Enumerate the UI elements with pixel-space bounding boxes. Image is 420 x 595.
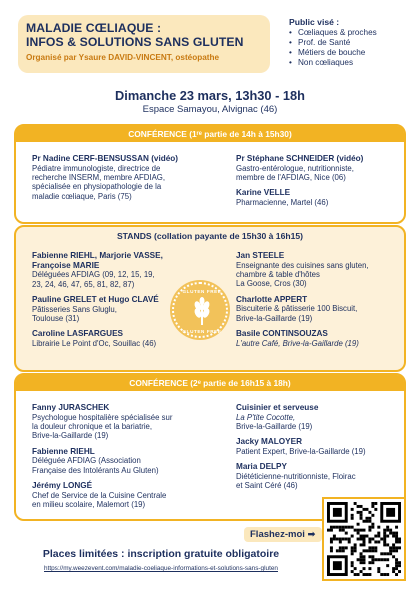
conference-2-heading: CONFÉRENCE (2ᵉ partie de 16h15 à 18h) <box>16 375 404 391</box>
speaker-name: Cuisinier et serveuse <box>236 403 319 412</box>
stand-entry <box>236 295 406 323</box>
speaker-entry <box>236 154 404 182</box>
audience-item: • Métiers de bouche <box>289 48 414 58</box>
audience-list <box>289 28 414 68</box>
stand-name: Pauline GRELET et Hugo CLAVÉ <box>32 295 159 304</box>
speaker-detail: Diététicienne-nutritionniste, Floirac <box>236 472 356 481</box>
speaker-detail: Gastro-entérologue, nutritionniste, <box>236 163 354 173</box>
speaker-entry <box>32 447 222 475</box>
speaker-detail: Psychologue hospitalière spécialisée sur <box>32 412 173 422</box>
speaker-detail: Chef de Service de la Cuisine Centrale <box>32 490 167 500</box>
stand-detail: Déléguées AFDIAG (09, 12, 15, 19, <box>32 270 155 280</box>
stands-heading: STANDS (collation payante de 15h30 à 16h15) <box>116 231 304 241</box>
speaker-detail: maladie cœliaque, Paris (75) <box>32 191 132 201</box>
conference-1-right-column <box>236 154 404 213</box>
stand-name: Jan STEELE <box>236 251 285 260</box>
speaker-entry <box>32 154 222 201</box>
speaker-name: Jérémy LONGÉ <box>32 481 93 491</box>
event-date: Dimanche 23 mars, 13h30 - 18h <box>115 88 305 103</box>
stand-name: Charlotte APPERT <box>236 294 308 304</box>
speaker-name: Pr Stéphane SCHNEIDER (vidéo) <box>236 154 364 163</box>
stand-detail: Brive-la-Gaillarde (19) <box>236 313 313 323</box>
stands-right-column <box>236 251 406 354</box>
stand-detail: Librairie Le Point d'Oc, Souillac (46) <box>32 339 157 348</box>
speaker-detail: Patient Expert, Brive-la-Gaillarde (19) <box>236 447 366 456</box>
organizer-text: Organisé par Ysaure DAVID-VINCENT, ostéopathe <box>26 53 220 62</box>
header-box <box>18 15 270 73</box>
audience-title: Public visé : <box>289 17 340 27</box>
speaker-entry <box>32 481 222 509</box>
flash-me-label: Flashez-moi ➡ <box>244 527 322 542</box>
stand-entry <box>32 295 192 323</box>
speaker-name: Karine VELLE <box>236 188 291 198</box>
speaker-detail: Brive-la-Gaillarde (19) <box>236 422 313 431</box>
stand-detail: Biscuiterie & pâtisserie 100 Biscuit, <box>236 304 358 314</box>
speaker-detail: la douleur chronique et la bariatrie, <box>32 422 153 431</box>
conference-2-left-column <box>32 403 222 516</box>
stand-detail: La Goose, Cros (30) <box>236 279 307 289</box>
speaker-detail: recherche INSERM, membre AFDIAG, <box>32 173 166 182</box>
audience-item: • Prof. de Santé <box>289 38 414 48</box>
qr-code-icon <box>327 502 401 576</box>
event-place: Espace Samayou, Alvignac (46) <box>142 104 278 115</box>
audience-item: • Cœliaques & proches <box>289 28 414 38</box>
speaker-detail: Pharmacienne, Martel (46) <box>236 198 329 207</box>
speaker-name: Fabienne RIEHL <box>32 446 95 456</box>
stand-entry <box>236 251 406 289</box>
speaker-detail: Brive-la-Gaillarde (19) <box>32 431 109 441</box>
speaker-entry <box>236 462 404 490</box>
stand-detail: chambre & table d'hôtes <box>236 270 320 279</box>
title-line-2: INFOS & SOLUTIONS SANS GLUTEN <box>26 35 244 49</box>
stand-detail: Pâtisseries Sans Gluglu, <box>32 304 117 314</box>
speaker-detail: membre de l'AFDIAG, Nice (06) <box>236 173 346 182</box>
stand-entry <box>236 329 406 348</box>
stand-entry <box>32 251 192 289</box>
stand-name: Caroline LASFARGUES <box>32 329 123 339</box>
wheat-icon <box>188 297 216 327</box>
stand-name: Françoise MARIE <box>32 260 100 270</box>
stand-detail: Toulouse (31) <box>32 314 80 323</box>
speaker-name: Fanny JURASCHEK <box>32 403 110 412</box>
badge-text-bottom: GLUTEN FREE <box>182 329 222 334</box>
speaker-detail: et Saint Céré (46) <box>236 481 298 491</box>
registration-notice: Places limitées : inscription gratuite obligatoire <box>42 548 280 560</box>
speaker-detail: Déléguée AFDIAG (Association <box>32 456 141 466</box>
stand-name: Fabienne RIEHL, Marjorie VASSE, <box>32 251 163 260</box>
registration-link[interactable]: https://my.weezevent.com/maladie-coeliaque-informations-et-solutions-sans-gluten <box>44 565 278 572</box>
speaker-entry <box>236 437 404 456</box>
speaker-name: Jacky MALOYER <box>236 437 302 447</box>
speaker-detail: Française des Intolérants Au Gluten) <box>32 465 159 475</box>
stand-entry <box>32 329 192 348</box>
speaker-detail: La P'tite Cocotte, <box>236 412 296 422</box>
audience-block <box>289 17 414 68</box>
conference-1-section <box>14 124 406 224</box>
stand-name: Basile CONTINSOUZAS <box>236 329 328 339</box>
title-line-1: MALADIE CŒLIAQUE : <box>26 21 162 35</box>
speaker-entry <box>236 403 404 431</box>
stand-detail: 23, 24, 46, 47, 65, 81, 82, 87) <box>32 279 135 289</box>
qr-code[interactable] <box>322 497 406 581</box>
speaker-name: Maria DELPY <box>236 462 287 472</box>
gluten-free-badge <box>172 282 228 338</box>
speaker-entry <box>32 403 222 441</box>
badge-text-top: GLUTEN FREE <box>182 289 222 294</box>
conference-1-left-column <box>32 154 222 207</box>
audience-item: • Non cœliaques <box>289 58 414 68</box>
speaker-name: Pr Nadine CERF-BENSUSSAN (vidéo) <box>32 154 179 163</box>
speaker-detail: Pédiatre immunologiste, directrice de <box>32 163 161 173</box>
speaker-detail: en milieu scolaire, Malemort (19) <box>32 500 146 510</box>
stand-detail: Enseignante des cuisines sans gluten, <box>236 260 369 270</box>
stands-left-column <box>32 251 192 354</box>
speaker-entry <box>236 188 404 207</box>
conference-2-right-column <box>236 403 404 497</box>
speaker-detail: spécialisée en physiopathologie de la <box>32 182 162 192</box>
conference-1-heading: CONFÉRENCE (1ʳᵉ partie de 14h à 15h30) <box>16 126 404 142</box>
stand-detail: L'autre Café, Brive-la-Gaillarde (19) <box>236 338 359 348</box>
